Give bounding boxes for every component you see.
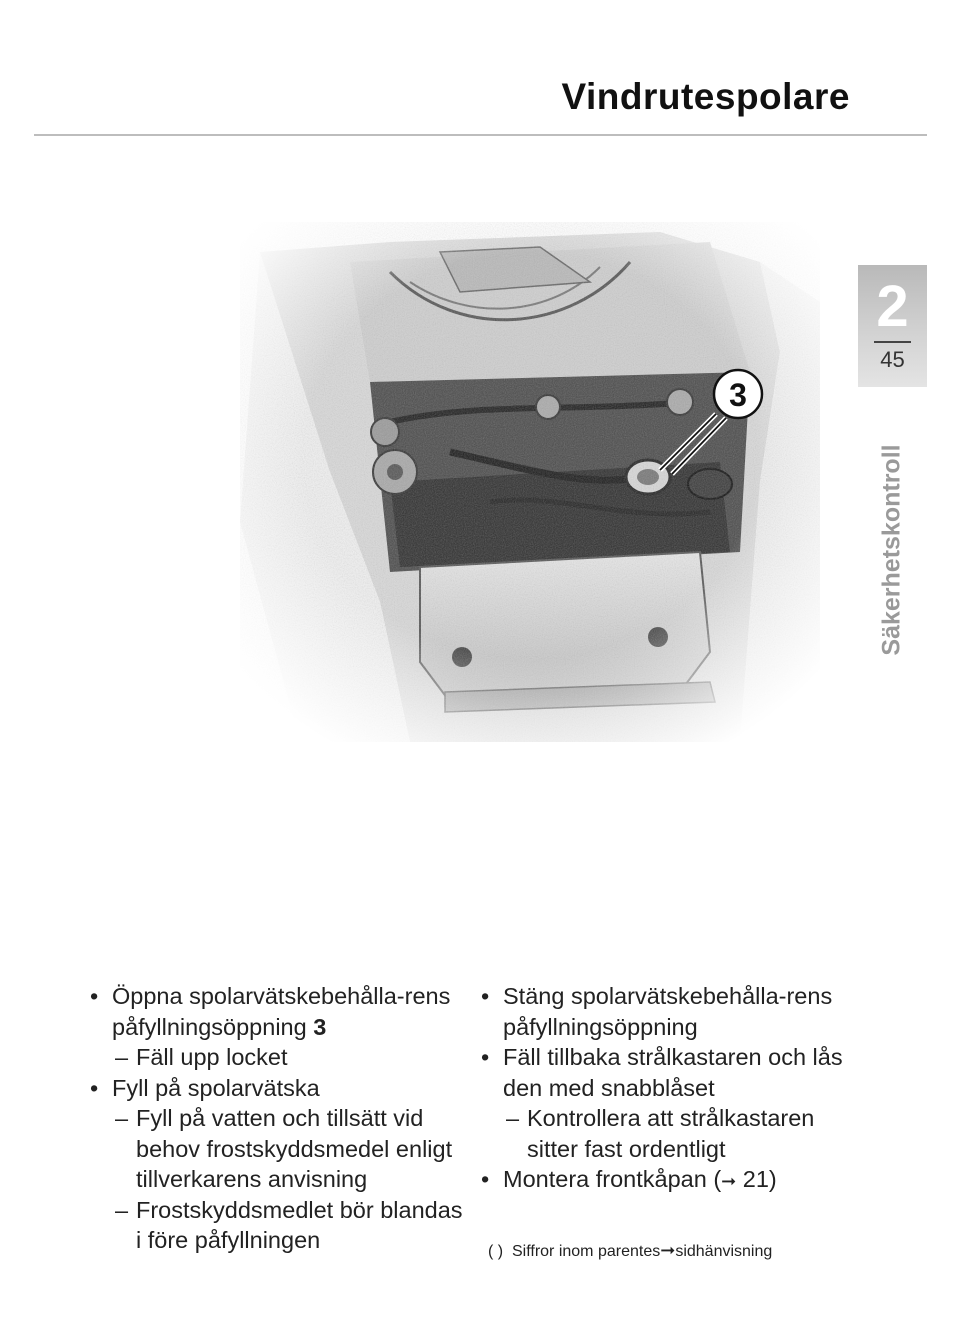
list-subitem: – Frostskyddsmedlet bör blandas i före påfyllningen <box>90 1195 470 1256</box>
callout-number: 3 <box>729 377 747 413</box>
chapter-divider <box>874 341 911 343</box>
footnote-text: Siffror inom parentes <box>512 1243 661 1260</box>
footnote <box>488 1240 772 1261</box>
list-item: • Montera frontkåpan (➞ 21) <box>481 1164 861 1197</box>
page-arrow-icon: ➞ <box>660 1240 676 1260</box>
title-divider <box>34 134 927 136</box>
callout-reference: 3 <box>313 1013 327 1040</box>
footnote-suffix: sidhänvisning <box>675 1243 773 1260</box>
engine-bay-photo <box>240 222 820 742</box>
page-title: Vindrutespolare <box>561 76 850 117</box>
section-label-text: Säkerhetskontroll <box>877 444 906 656</box>
list-item: • Stäng spolarvätskebehålla-rens påfyllningsöppning <box>481 981 861 1042</box>
list-item: • Fyll på spolarvätska <box>90 1073 470 1104</box>
list-subitem: – Kontrollera att strålkastaren sitter fast ordentligt <box>481 1103 861 1164</box>
footnote-paren: ( ) <box>488 1243 504 1260</box>
list-item: • Fäll tillbaka strålkastaren och lås den med snabblåset <box>481 1042 861 1103</box>
list-item: • Öppna spolarvätskebehålla-rens påfyllningsöppning 3 <box>90 981 470 1042</box>
list-subitem: – Fyll på vatten och tillsätt vid behov frostskyddsmedel enligt tillverkarens anvisning <box>90 1103 470 1195</box>
chapter-number: 2 <box>876 274 909 339</box>
list-subitem: – Fäll upp locket <box>90 1042 470 1073</box>
instructions-left <box>90 981 470 1256</box>
section-side-label <box>872 425 912 675</box>
instructions-right <box>481 981 861 1197</box>
page-number: 45 <box>880 347 905 372</box>
chapter-tab <box>858 265 927 387</box>
page-arrow-icon: ➞ <box>721 1171 737 1191</box>
